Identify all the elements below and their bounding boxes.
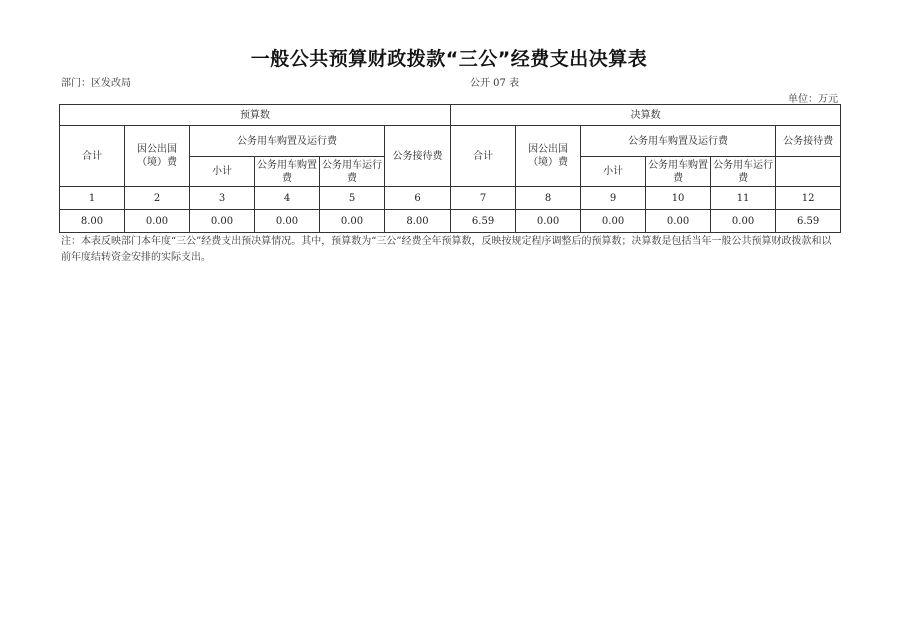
value-cell: 8.00: [60, 210, 125, 233]
footnote: 注：本表反映部门本年度“三公”经费支出预决算情况。其中，预算数为“三公”经费全年预算数，反映按规定程序调整后的预算数；决算数是包括当年一般公共预算财政拨款和以前年度结转资金安排的实际支出。: [61, 236, 832, 263]
column-number-row: [60, 187, 841, 210]
group-header-row: [60, 105, 841, 126]
value-cell: 0.00: [190, 210, 255, 233]
actual-group-header: 决算数: [451, 105, 841, 126]
expenditure-table: [59, 104, 841, 233]
value-cell: 0.00: [320, 210, 385, 233]
budget-group-header: 预算数: [60, 105, 451, 126]
budget-vehicle-header: 公务用车购置及运行费: [190, 126, 385, 157]
column-number: 3: [190, 187, 255, 210]
value-cell: 0.00: [711, 210, 776, 233]
column-number: 12: [776, 187, 841, 210]
budget-total-header: 合计: [60, 126, 125, 187]
actual-vehicle-header: 公务用车购置及运行费: [581, 126, 776, 157]
budget-purchase-header: 公务用车购置费: [255, 157, 320, 187]
actual-purchase-header: 公务用车购置费: [646, 157, 711, 187]
actual-abroad-header: 因公出国（境）费: [516, 126, 581, 187]
actual-reception-header: 公务接待费: [776, 126, 841, 157]
value-cell: 0.00: [581, 210, 646, 233]
column-header-row: [60, 126, 841, 157]
value-cell: 0.00: [646, 210, 711, 233]
column-number: 1: [60, 187, 125, 210]
value-cell: 0.00: [255, 210, 320, 233]
column-number: 6: [385, 187, 451, 210]
value-cell: 6.59: [451, 210, 516, 233]
department-label: 部门：区发改局: [61, 78, 131, 89]
value-row: [60, 210, 841, 233]
form-code: 公开 07 表: [470, 78, 520, 89]
value-cell: 8.00: [385, 210, 451, 233]
budget-abroad-header: 因公出国（境）费: [125, 126, 190, 187]
actual-total-header: 合计: [451, 126, 516, 187]
value-cell: 6.59: [776, 210, 841, 233]
value-cell: 0.00: [125, 210, 190, 233]
value-cell: 0.00: [516, 210, 581, 233]
budget-operation-header: 公务用车运行费: [320, 157, 385, 187]
column-number: 2: [125, 187, 190, 210]
budget-reception-header: 公务接待费: [385, 126, 451, 187]
column-number: 10: [646, 187, 711, 210]
page-title: 一般公共预算财政拨款“三公”经费支出决算表: [250, 48, 648, 70]
budget-subtotal-header: 小计: [190, 157, 255, 187]
column-number: 7: [451, 187, 516, 210]
column-number: 9: [581, 187, 646, 210]
actual-reception-blank: [776, 157, 841, 187]
actual-subtotal-header: 小计: [581, 157, 646, 187]
unit-label: 单位：万元: [788, 94, 838, 105]
column-number: 11: [711, 187, 776, 210]
column-number: 4: [255, 187, 320, 210]
actual-operation-header: 公务用车运行费: [711, 157, 776, 187]
column-number: 5: [320, 187, 385, 210]
column-number: 8: [516, 187, 581, 210]
